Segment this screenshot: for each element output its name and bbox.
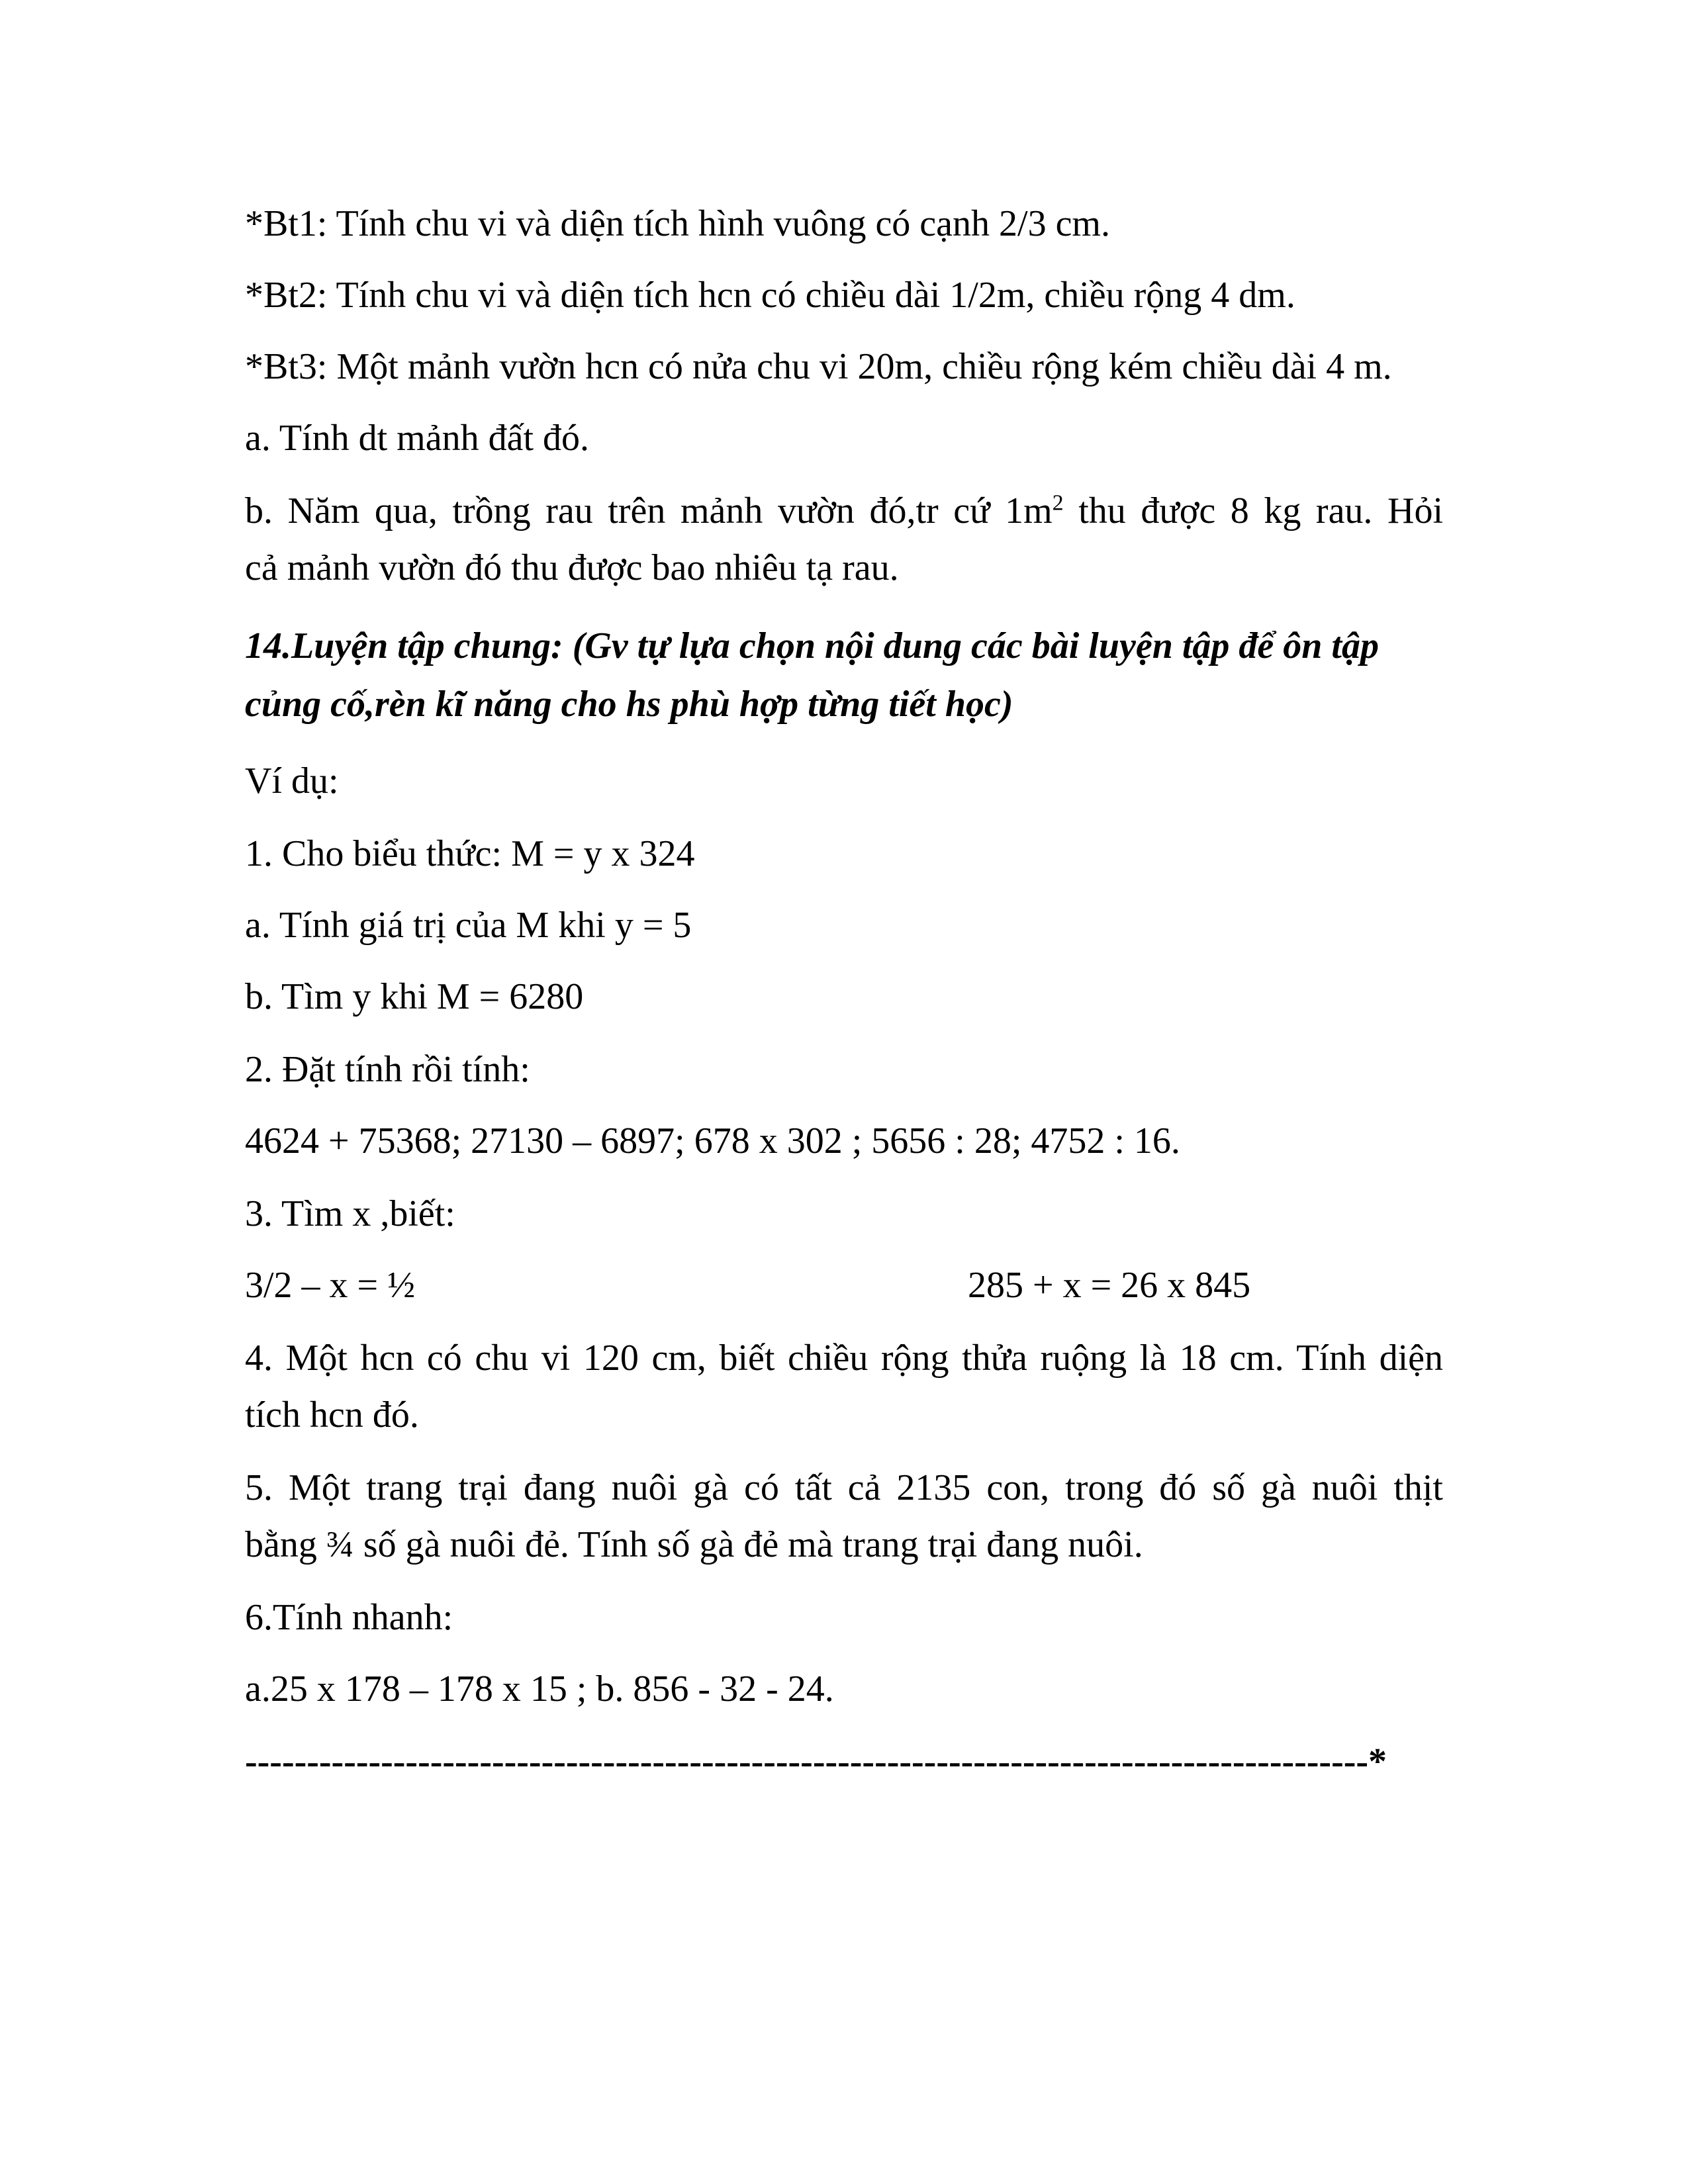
question-6: 6.Tính nhanh: (245, 1597, 453, 1638)
question-1: 1. Cho biểu thức: M = y x 324 (245, 833, 695, 874)
question-1-a: a. Tính giá trị của M khi y = 5 (245, 905, 692, 946)
superscript-2: 2 (1052, 490, 1064, 516)
question-3: 3. Tìm x ,biết: (245, 1193, 455, 1234)
question-6-operations: a.25 x 178 – 178 x 15 ; b. 856 - 32 - 24. (245, 1668, 834, 1709)
question-3-equation-2: 285 + x = 26 x 845 (968, 1265, 1251, 1306)
question-5-line2: bằng ¾ số gà nuôi đẻ. Tính số gà đẻ mà trang trại đang nuôi. (245, 1524, 1143, 1565)
exercise-bt2: *Bt2: Tính chu vi và diện tích hcn có chiều dài 1/2m, chiều rộng 4 dm. (245, 275, 1295, 316)
exercise-bt3-part-b-cont: cả mảnh vườn đó thu được bao nhiêu tạ rau. (245, 547, 899, 588)
question-3-equations (245, 1257, 1443, 1313)
exercise-bt3: *Bt3: Một mảnh vườn hcn có nửa chu vi 20m, chiều rộng kém chiều dài 4 m. (245, 346, 1392, 387)
question-3-equation-1: 3/2 – x = ½ (245, 1265, 416, 1306)
section-14-heading-line1: 14.Luyện tập chung: (Gv tự lựa chọn nội dung các bài luyện tập để ôn tập (245, 625, 1379, 666)
exercise-bt1: *Bt1: Tính chu vi và diện tích hình vuông có cạnh 2/3 cm. (245, 203, 1110, 244)
question-1-b: b. Tìm y khi M = 6280 (245, 976, 584, 1017)
question-5-line1: 5. Một trang trại đang nuôi gà có tất cả 2135 con, trong đó số gà nuôi thịt (245, 1467, 1443, 1508)
exercise-bt3-part-b (245, 483, 1443, 539)
bt3-b-text-2: thu được 8 kg rau. Hỏi (1063, 490, 1443, 531)
question-4-line1: 4. Một hcn có chu vi 120 cm, biết chiều rộng thửa ruộng là 18 cm. Tính diện (245, 1338, 1443, 1379)
bt3-b-text-1: b. Năm qua, trồng rau trên mảnh vườn đó,tr cứ 1m (245, 490, 1053, 531)
exercise-bt3-part-a: a. Tính dt mảnh đất đó. (245, 418, 589, 459)
section-14-heading-line2: củng cố,rèn kĩ năng cho hs phù hợp từng tiết học) (245, 684, 1013, 725)
question-4-line2: tích hcn đó. (245, 1394, 419, 1435)
question-2: 2. Đặt tính rồi tính: (245, 1049, 530, 1090)
separator-line: -------------------------------------------------------------------------------------------* (245, 1741, 1387, 1782)
example-label: Ví dụ: (245, 760, 339, 801)
question-2-operations: 4624 + 75368; 27130 – 6897; 678 x 302 ; 5656 : 28; 4752 : 16. (245, 1120, 1180, 1161)
